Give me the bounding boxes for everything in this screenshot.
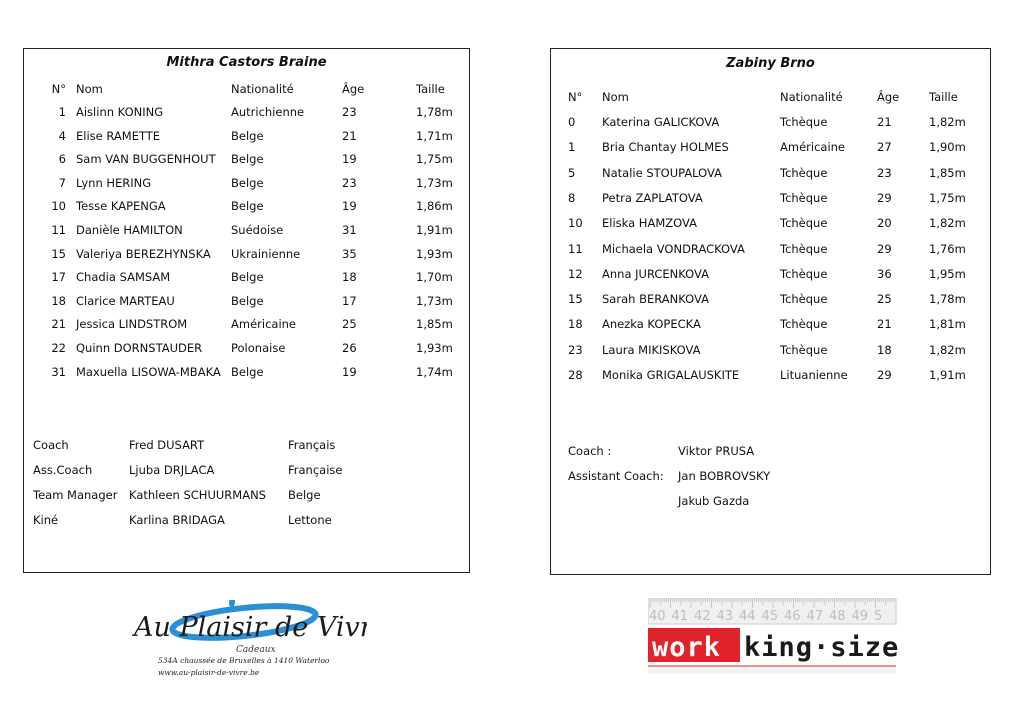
header-nationalite: Nationalité	[780, 90, 843, 104]
player-nationality: Tchèque	[780, 190, 828, 205]
player-age: 19	[342, 364, 357, 379]
ruler-number: 47	[806, 609, 824, 624]
player-nationality: Tchèque	[780, 266, 828, 281]
team-title: Mithra Castors Braine	[166, 55, 327, 70]
player-name: Quinn DORNSTAUDER	[76, 341, 203, 355]
player-number: 18	[51, 293, 66, 308]
player-nationality: Tchèque	[780, 317, 828, 332]
player-height: 1,95m	[929, 266, 966, 281]
working-size-logo	[648, 598, 898, 678]
player-height: 1,82m	[929, 216, 966, 231]
player-age: 21	[877, 115, 892, 129]
player-number: 15	[568, 292, 583, 307]
staff-name: Karlina BRIDAGA	[129, 513, 225, 527]
ruler-number: 48	[829, 609, 846, 624]
player-number: 8	[568, 190, 576, 205]
player-height: 1,73m	[416, 293, 453, 308]
player-nationality: Tchèque	[780, 342, 828, 357]
player-height: 1,82m	[929, 115, 966, 129]
player-height: 1,70m	[416, 270, 453, 285]
player-number: 12	[568, 266, 583, 281]
team-panel-castors	[23, 48, 470, 573]
player-name: Katerina GALICKOVA	[602, 115, 720, 129]
player-nationality: Belge	[231, 175, 264, 190]
staff-role: Kiné	[33, 513, 59, 527]
ruler-number: 41	[671, 609, 689, 624]
player-name: Anezka KOPECKA	[602, 317, 701, 332]
staff-nationality: Français	[288, 438, 336, 452]
player-nationality: Belge	[231, 199, 264, 214]
player-number: 23	[568, 342, 583, 357]
player-name: Tesse KAPENGA	[76, 199, 166, 214]
player-age: 29	[877, 190, 892, 205]
staff-role: Team Manager	[33, 488, 118, 502]
ruler-number: 40	[649, 609, 666, 624]
player-number: 6	[58, 152, 66, 167]
player-height: 1,73m	[416, 175, 453, 190]
player-name: Jessica LINDSTROM	[76, 317, 188, 332]
staff-role: Coach :	[568, 444, 612, 458]
player-name: Natalie STOUPALOVA	[602, 165, 723, 180]
player-nationality: Belge	[231, 128, 264, 143]
staff-nationality: Lettone	[288, 513, 332, 527]
header-nationalite: Nationalité	[231, 82, 294, 96]
staff-nationality: Française	[288, 463, 343, 477]
player-height: 1,93m	[416, 246, 453, 261]
player-age: 29	[877, 368, 892, 382]
header-num: N°	[568, 90, 583, 104]
staff-name: Viktor PRUSA	[678, 444, 755, 458]
player-age: 21	[877, 317, 892, 332]
player-name: Danièle HAMILTON	[76, 223, 183, 237]
player-number: 21	[51, 317, 66, 332]
player-nationality: Belge	[231, 152, 264, 167]
team-panel-zabiny	[550, 48, 991, 575]
player-name: Chadia SAMSAM	[76, 270, 171, 285]
staff-role: Ass.Coach	[33, 463, 93, 477]
player-name: Maxuella LISOWA-MBAKA	[76, 364, 221, 379]
player-number: 5	[568, 165, 576, 180]
player-number: 11	[51, 223, 66, 237]
logo-part2: king·size	[744, 632, 898, 663]
player-name: Bria Chantay HOLMES	[602, 140, 729, 155]
player-number: 31	[51, 364, 66, 379]
ruler-number: 45	[761, 609, 779, 624]
player-height: 1,76m	[929, 241, 966, 256]
player-age: 35	[342, 246, 357, 261]
player-height: 1,82m	[929, 342, 966, 357]
player-name: Sarah BERANKOVA	[602, 292, 709, 307]
team-title: Zabiny Brno	[726, 56, 815, 71]
ruler-number: 46	[784, 609, 801, 624]
staff-name: Fred DUSART	[129, 438, 205, 452]
player-age: 25	[342, 317, 357, 332]
player-number: 15	[51, 246, 66, 261]
player-number: 22	[51, 341, 66, 355]
header-nom: Nom	[76, 82, 103, 96]
player-nationality: Américaine	[780, 140, 845, 155]
player-age: 25	[877, 292, 892, 307]
player-age: 31	[342, 223, 357, 237]
header-num: N°	[51, 82, 66, 96]
player-name: Laura MIKISKOVA	[602, 342, 701, 357]
player-name: Valeriya BEREZHYNSKA	[76, 246, 211, 261]
player-name: Eliska HAMZOVA	[602, 216, 697, 231]
player-name: Aislinn KONING	[76, 105, 164, 119]
player-age: 19	[342, 199, 357, 214]
player-nationality: Tchèque	[780, 241, 828, 256]
player-name: Sam VAN BUGGENHOUT	[76, 152, 216, 167]
player-height: 1,86m	[416, 199, 453, 214]
player-age: 17	[342, 293, 357, 308]
staff-nationality: Belge	[288, 488, 321, 502]
player-name: Lynn HERING	[76, 175, 152, 190]
player-name: Elise RAMETTE	[76, 128, 161, 143]
ruler-number: 42	[694, 609, 711, 624]
ruler-number: 44	[739, 609, 756, 624]
player-age: 20	[877, 216, 892, 231]
logo-part1: work	[652, 632, 722, 663]
header-age: Âge	[877, 90, 900, 104]
player-name: Petra ZAPLATOVA	[602, 190, 703, 205]
player-height: 1,71m	[416, 128, 453, 143]
ruler-number: 43	[716, 609, 734, 624]
player-number: 10	[568, 216, 583, 231]
player-nationality: Belge	[231, 364, 264, 379]
player-height: 1,93m	[416, 341, 453, 355]
player-name: Michaela VONDRACKOVA	[602, 241, 745, 256]
player-nationality: Polonaise	[231, 341, 286, 355]
player-height: 1,91m	[929, 368, 966, 382]
player-nationality: Américaine	[231, 317, 296, 332]
player-name: Monika GRIGALAUSKITE	[602, 368, 740, 382]
player-age: 29	[877, 241, 892, 256]
player-age: 18	[877, 342, 892, 357]
player-age: 23	[342, 175, 357, 190]
player-number: 10	[51, 199, 66, 214]
player-height: 1,75m	[416, 152, 453, 167]
player-nationality: Tchèque	[780, 165, 828, 180]
player-nationality: Autrichienne	[231, 105, 305, 119]
player-age: 36	[877, 266, 892, 281]
player-nationality: Tchèque	[780, 115, 828, 129]
player-number: 17	[51, 270, 66, 285]
player-age: 27	[877, 140, 892, 155]
player-nationality: Suédoise	[231, 223, 284, 237]
ruler-number: 49	[851, 609, 869, 624]
header-taille: Taille	[929, 90, 958, 104]
player-height: 1,78m	[416, 105, 453, 119]
player-nationality: Tchèque	[780, 292, 828, 307]
staff-name: Jakub Gazda	[678, 494, 750, 508]
player-name: Anna JURCENKOVA	[602, 266, 710, 281]
player-number: 28	[568, 368, 583, 382]
player-age: 23	[342, 105, 357, 119]
player-number: 18	[568, 317, 583, 332]
player-age: 26	[342, 341, 357, 355]
player-nationality: Belge	[231, 270, 264, 285]
player-name: Clarice MARTEAU	[76, 293, 175, 308]
player-nationality: Ukrainienne	[231, 246, 301, 261]
logo-name: Au Plaisir de Vivre	[134, 612, 367, 643]
staff-role: Assistant Coach:	[568, 469, 664, 483]
player-number: 7	[58, 175, 66, 190]
au-plaisir-de-vivre-logo	[132, 600, 367, 682]
ruler-number: 5	[874, 609, 883, 624]
player-number: 4	[58, 128, 66, 143]
player-height: 1,75m	[929, 190, 966, 205]
player-age: 21	[342, 128, 357, 143]
player-age: 23	[877, 165, 892, 180]
player-age: 18	[342, 270, 357, 285]
player-height: 1,85m	[929, 165, 966, 180]
logo-sub: Cadeaux	[236, 645, 276, 655]
logo-url: www.au-plaisir-de-vivre.be	[158, 668, 260, 677]
staff-name: Kathleen SCHUURMANS	[129, 488, 266, 502]
header-nom: Nom	[602, 90, 629, 104]
player-height: 1,90m	[929, 140, 966, 155]
player-age: 19	[342, 152, 357, 167]
logo-address: 534A chaussée de Bruxelles à 1410 Waterloo	[158, 656, 330, 665]
player-nationality: Lituanienne	[780, 368, 848, 382]
player-number: 11	[568, 241, 583, 256]
player-height: 1,74m	[416, 364, 453, 379]
player-number: 0	[568, 115, 576, 129]
player-nationality: Tchèque	[780, 216, 828, 231]
player-height: 1,81m	[929, 317, 966, 332]
player-number: 1	[568, 140, 576, 155]
player-height: 1,78m	[929, 292, 966, 307]
staff-name: Ljuba DRJLACA	[129, 463, 215, 477]
player-height: 1,85m	[416, 317, 453, 332]
player-nationality: Belge	[231, 293, 264, 308]
staff-name: Jan BOBROVSKY	[678, 469, 771, 483]
header-taille: Taille	[416, 82, 445, 96]
staff-role: Coach	[33, 438, 69, 452]
header-age: Âge	[342, 82, 365, 96]
player-height: 1,91m	[416, 223, 453, 237]
player-number: 1	[58, 105, 66, 119]
